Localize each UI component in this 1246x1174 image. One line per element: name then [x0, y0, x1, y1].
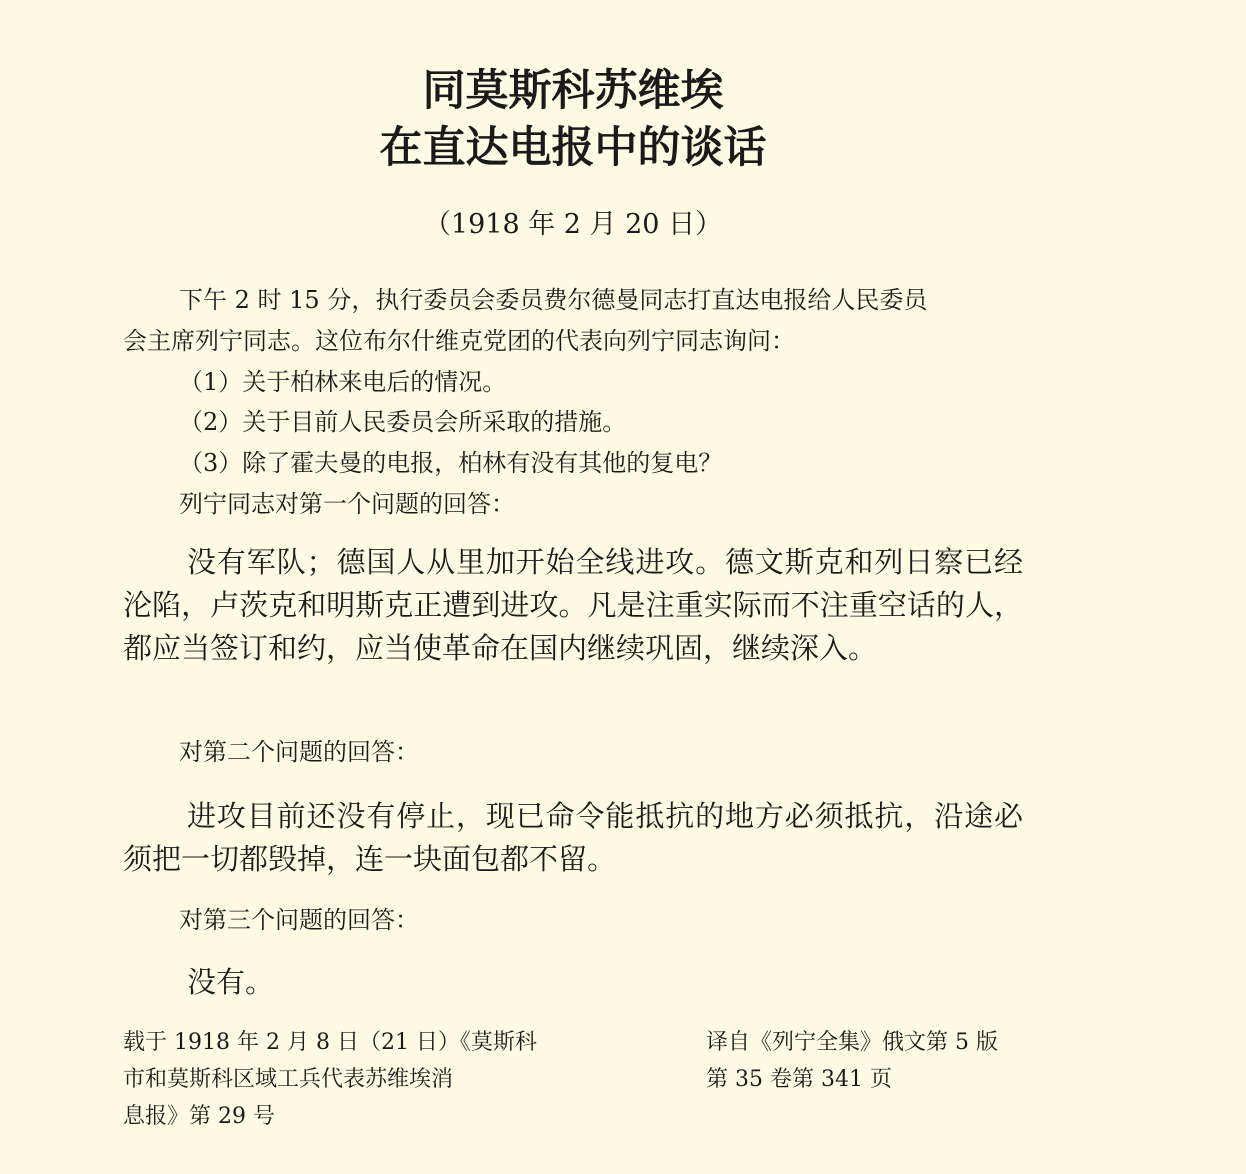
answer-3-intro: 对第三个问题的回答：: [179, 906, 419, 934]
source-left-line-1: 载于 1918 年 2 月 8 日（21 日）《莫斯科: [123, 1030, 537, 1055]
source-left-line-2: 市和莫斯科区域工兵代表苏维埃消: [123, 1067, 454, 1092]
source-left-line-3: 息报》第 29 号: [123, 1104, 275, 1129]
title-line-2: 在直达电报中的谈话: [379, 123, 767, 173]
intro-line-1: 下午 2 时 15 分，执行委员会委员费尔德曼同志打直达电报给人民委员: [179, 286, 928, 314]
answer-3-text: 没有。: [187, 965, 275, 999]
intro-line-2: 会主席列宁同志。这位布尔什维克党团的代表向列宁同志询问：: [123, 327, 795, 355]
question-3: （3）除了霍夫曼的电报，柏林有没有其他的复电？: [179, 449, 723, 477]
answer-1-intro: 列宁同志对第一个问题的回答：: [179, 490, 515, 518]
source-right-line-2: 第 35 卷第 341 页: [706, 1067, 892, 1092]
source-note-right: [706, 1024, 998, 1098]
title-line-1: 同莫斯科苏维埃: [422, 66, 724, 116]
answer-2-intro: 对第二个问题的回答：: [179, 738, 419, 766]
source-note-left: [123, 1024, 537, 1135]
answer-2-text: 进攻目前还没有停止，现已命令能抵抗的地方必须抵抗，沿途必须把一切都毁掉，连一块面包都不留。: [123, 799, 1023, 876]
source-right-line-1: 译自《列宁全集》俄文第 5 版: [706, 1030, 998, 1055]
document-date: （1918 年 2 月 20 日）: [423, 209, 723, 240]
question-1: （1）关于柏林来电后的情况。: [179, 368, 507, 396]
question-2: （2）关于目前人民委员会所采取的措施。: [179, 408, 627, 436]
answer-1-text: 没有军队；德国人从里加开始全线进攻。德文斯克和列日察已经沦陷，卢茨克和明斯克正遭到进攻。凡是注重实际而不注重空话的人，都应当签订和约，应当使革命在国内继续巩固，继续深入。: [123, 545, 1023, 665]
